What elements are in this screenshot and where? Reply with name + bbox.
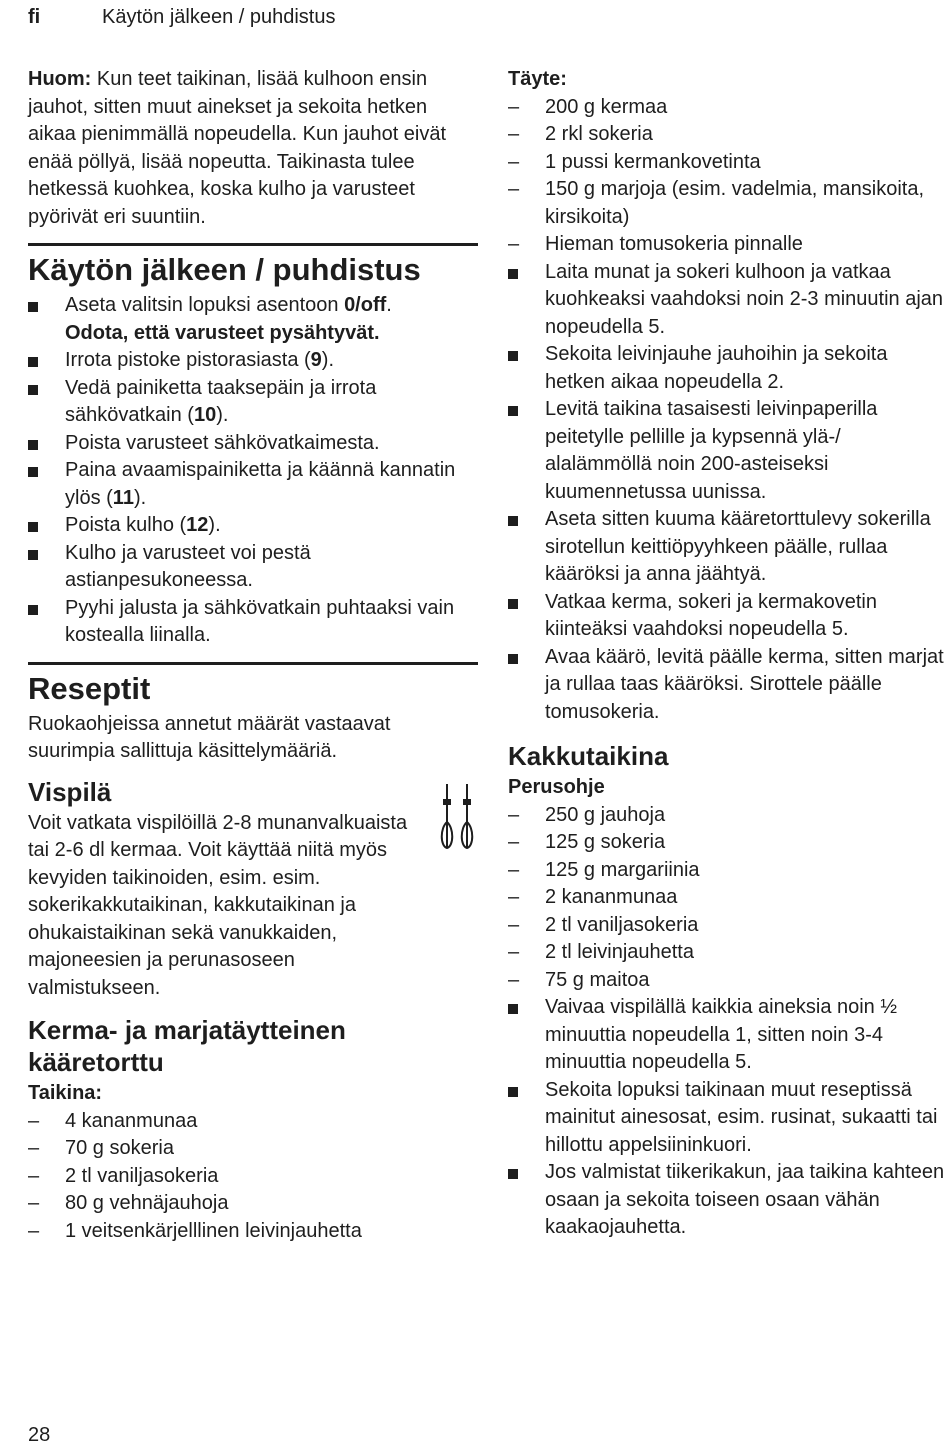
bullet-square-icon	[28, 605, 38, 615]
cleaning-step: Irrota pistoke pistorasiasta (9).	[28, 347, 478, 375]
taikina-label: Taikina:	[28, 1082, 103, 1104]
list-item: – 75 g maitoa	[508, 968, 650, 991]
list-item: – 2 tl leivinjauhetta	[508, 941, 694, 963]
recipe-step: Sekoita lopuksi taikinaan muut reseptissä mainitut ainesosat, esim. rusinat, sukaatti tai hillottu appelsiininkuori.	[508, 1077, 948, 1160]
bullet-square-icon	[28, 467, 38, 477]
recipe-step: Avaa käärö, levitä päälle kerma, sitten marjat ja rullaa taas kääröksi. Sirottele päälle tomusokeria.	[508, 644, 948, 727]
list-item: – 1 pussi kermankovetinta	[508, 150, 761, 173]
list-item: – 70 g sokeria	[28, 1137, 174, 1159]
kakku-steps	[508, 994, 948, 1242]
vispila-title: Vispilä	[28, 776, 112, 807]
bullet-square-icon	[508, 269, 518, 279]
list-item: – 1 veitsenkärjelllinen leivinjauhetta	[28, 1219, 362, 1242]
language-code: fi	[28, 6, 41, 28]
whisk-icon	[438, 782, 478, 852]
section-divider	[28, 243, 478, 246]
bullet-square-icon	[508, 1169, 518, 1179]
header-title: Käytön jälkeen / puhdistus	[102, 6, 336, 28]
cleaning-step: Vedä painiketta taaksepäin ja irrota sähkövatkain (10).	[28, 375, 478, 430]
bullet-square-icon	[28, 385, 38, 395]
list-item: – 200 g kermaa	[508, 95, 668, 118]
list-item: – 2 kananmunaa	[508, 886, 678, 908]
cleaning-step: Aseta valitsin lopuksi asentoon 0/off. Odota, että varusteet pysähtyvät.	[28, 292, 478, 347]
perusohje-label: Perusohje	[508, 776, 605, 798]
recipe-step: Levitä taikina tasaisesti leivinpaperilla peitetylle pellille ja kypsennä ylä-/ alalämmöllä noin 200-asteiseksi kuumennetussa uunissa.	[508, 396, 948, 506]
bullet-square-icon	[28, 302, 38, 312]
list-item: – 80 g vehnäjauhoja	[28, 1192, 229, 1214]
cleaning-steps	[28, 292, 478, 650]
bullet-square-icon	[28, 440, 38, 450]
kakku-list	[508, 802, 948, 995]
page-header	[28, 6, 336, 29]
kerma-title: Kerma- ja marjatäytteinen kääretorttu	[28, 1015, 346, 1077]
page-number: 28	[28, 1424, 51, 1446]
recipe-step: Aseta sitten kuuma kääretorttulevy sokerilla sirotellun keittiöpyyhkeen päälle, rullaa kääröksi ja anna jäähtyä.	[508, 506, 948, 589]
bullet-square-icon	[508, 516, 518, 526]
cleaning-step: Pyyhi jalusta ja sähkövatkain puhtaaksi vain kostealla liinalla.	[28, 595, 478, 650]
tayte-steps	[508, 259, 948, 727]
list-item: – 2 rkl sokeria	[508, 123, 653, 145]
list-item: – 150 g marjoja (esim. vadelmia, mansikoita, kirsikoita)	[508, 178, 925, 228]
bullet-square-icon	[508, 351, 518, 361]
bullet-square-icon	[508, 1004, 518, 1014]
recipe-step: Vatkaa kerma, sokeri ja kermakovetin kiinteäksi vaahdoksi nopeudella 5.	[508, 589, 948, 644]
cleaning-title: Käytön jälkeen / puhdistus	[28, 252, 421, 287]
cleaning-step: Poista kulho (12).	[28, 512, 478, 540]
note-label: Huom:	[28, 68, 92, 90]
tayte-label: Täyte:	[508, 68, 567, 90]
bullet-square-icon	[28, 522, 38, 532]
list-item: – 125 g margariinia	[508, 858, 700, 881]
recipe-step: Laita munat ja sokeri kulhoon ja vatkaa kuohkeaksi vaahdoksi noin 2-3 minuutin ajan nopeudella 5.	[508, 259, 948, 342]
right-column	[508, 66, 948, 1242]
list-item: – Hieman tomusokeria pinnalle	[508, 233, 803, 255]
bullet-square-icon	[28, 357, 38, 367]
bullet-square-icon	[28, 550, 38, 560]
list-item: – 2 tl vaniljasokeria	[28, 1164, 219, 1187]
recipe-step: Sekoita leivinjauhe jauhoihin ja sekoita hetken aikaa nopeudella 2.	[508, 341, 948, 396]
bullet-square-icon	[508, 654, 518, 664]
bullet-square-icon	[508, 1087, 518, 1097]
recipe-step: Vaivaa vispilällä kaikkia aineksia noin ½ minuuttia nopeudella 1, sitten noin 3-4 minuuttia nopeudella 5.	[508, 994, 948, 1077]
cleaning-step: Paina avaamispainiketta ja käännä kannatin ylös (11).	[28, 457, 478, 512]
cleaning-step: Poista varusteet sähkövatkaimesta.	[28, 430, 478, 458]
vispila-text: Voit vatkata vispilöillä 2-8 munanvalkuaista tai 2-6 dl kermaa. Voit käyttää niitä myös kevyiden taikinoiden, esim. esim. sokerikakkutaikinan, kakkutaikinan ja ohukaistaikinan sekä vanukkaiden, majoneesien ja perunasoseen valmistukseen.	[28, 811, 408, 999]
list-item: – 250 g jauhoja	[508, 803, 666, 826]
recipes-intro: Ruokaohjeissa annetut määrät vastaavat suurimpia sallittuja käsittelymääriä.	[28, 712, 391, 762]
recipes-title: Reseptit	[28, 670, 151, 706]
list-item: – 4 kananmunaa	[28, 1109, 198, 1132]
left-column	[28, 66, 478, 1245]
note-text: Kun teet taikinan, lisää kulhoon ensin jauhot, sitten muut ainekset ja sekoita hetken aikaa pienimmällä nopeudella. Kun jauhot eivät enää pöllyä, lisää nopeutta. Taikinasta tulee hetkessä kuohkea, koska kulho ja varusteet pyörivät eri suuntiin.	[28, 68, 447, 228]
note-paragraph	[28, 66, 478, 231]
cleaning-step: Kulho ja varusteet voi pestä astianpesukoneessa.	[28, 540, 478, 595]
recipe-step: Jos valmistat tiikerikakun, jaa taikina kahteen osaan ja sekoita toiseen osaan vähän kaakaojauhetta.	[508, 1159, 948, 1242]
bullet-square-icon	[508, 406, 518, 416]
list-item: – 125 g sokeria	[508, 831, 666, 853]
section-divider	[28, 662, 478, 665]
taikina-list	[28, 1108, 478, 1246]
vispila-section	[28, 776, 478, 1003]
list-item: – 2 tl vaniljasokeria	[508, 913, 699, 936]
bullet-square-icon	[508, 599, 518, 609]
tayte-list	[508, 94, 948, 259]
kakku-title: Kakkutaikina	[508, 741, 669, 771]
